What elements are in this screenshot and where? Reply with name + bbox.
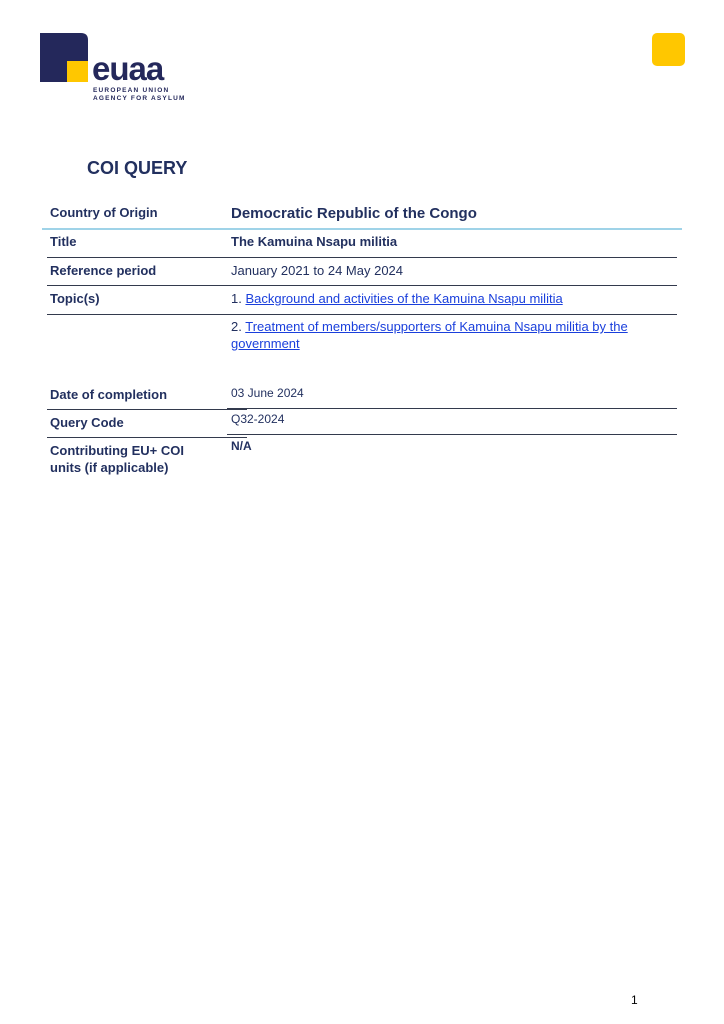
label-divider — [47, 409, 247, 410]
page-number: 1 — [631, 993, 638, 1007]
topic-item — [231, 290, 676, 307]
topic-item — [231, 318, 676, 352]
title-value: The Kamuina Nsapu militia — [231, 234, 398, 249]
topic-number: 1. — [231, 291, 242, 306]
euaa-logo-mark-icon — [40, 33, 88, 82]
header-divider — [42, 228, 682, 230]
query-code-value: Q32-2024 — [231, 412, 285, 426]
label-divider — [47, 314, 247, 315]
country-label: Country of Origin — [50, 205, 158, 220]
date-of-completion-value: 03 June 2024 — [231, 386, 304, 400]
corner-square-icon — [652, 33, 685, 66]
value-divider — [227, 314, 677, 315]
reference-period-value: January 2021 to 24 May 2024 — [231, 263, 404, 278]
country-value: Democratic Republic of the Congo — [231, 205, 477, 222]
query-code-label: Query Code — [50, 415, 124, 430]
euaa-subtitle: EUROPEAN UNION AGENCY FOR ASYLUM — [93, 87, 186, 102]
euaa-wordmark: euaa — [92, 50, 164, 87]
value-divider — [227, 257, 677, 258]
topic-link[interactable]: Background and activities of the Kamuina Nsapu militia — [245, 291, 563, 306]
topics-label: Topic(s) — [50, 291, 100, 306]
topic-number: 2. — [231, 319, 242, 334]
date-of-completion-label: Date of completion — [50, 387, 168, 402]
value-divider — [227, 434, 677, 435]
reference-period-label: Reference period — [50, 263, 157, 278]
topic-link[interactable]: Treatment of members/supporters of Kamuina Nsapu militia by the government — [231, 319, 628, 351]
value-divider — [227, 408, 677, 409]
label-divider — [47, 257, 247, 258]
euaa-logo — [40, 33, 190, 108]
contributing-units-value: N/A — [231, 439, 252, 453]
contributing-units-label: Contributing EU+ COI units (if applicable) — [50, 443, 184, 475]
value-divider — [227, 285, 677, 286]
page-title: COI QUERY — [87, 158, 188, 178]
label-divider — [47, 437, 247, 438]
title-label: Title — [50, 234, 77, 249]
label-divider — [47, 285, 247, 286]
